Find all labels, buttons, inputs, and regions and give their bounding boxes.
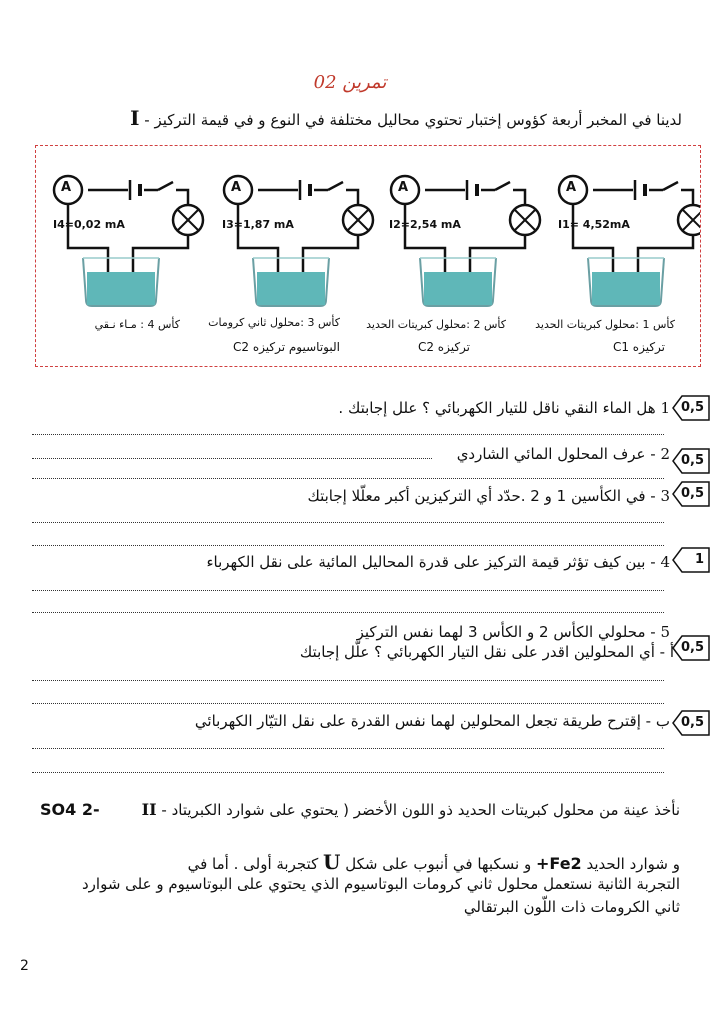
answer-line — [32, 680, 664, 681]
ammeter-label-4: A — [61, 180, 72, 195]
points-badge-q4 — [672, 547, 710, 573]
current-3: I3=1,87 mA — [222, 218, 294, 231]
points-q3: 0,5 — [680, 486, 704, 501]
points-q5: 0,5 — [680, 640, 704, 655]
ammeter-label-1: A — [566, 180, 577, 195]
exercise-title: تمرين 02 — [313, 72, 387, 93]
points-badge-q1 — [672, 395, 710, 421]
points-badge-q2 — [672, 448, 710, 474]
conc-1: تركيزه C1 — [612, 340, 665, 354]
sulfate-ion: SO4 2- — [40, 800, 100, 819]
points-badge-q5 — [672, 635, 710, 661]
answer-line — [32, 478, 664, 479]
answer-line — [32, 748, 664, 749]
q5b-text: - إقترح طريقة تجعل المحلولين لهما نفس القدرة على نقل التيّار الكهربائي — [194, 712, 652, 730]
circuit-4 — [54, 176, 203, 306]
points-badge-q3 — [672, 481, 710, 507]
points-q2: 0,5 — [680, 453, 704, 468]
answer-line — [32, 458, 432, 459]
part2-line2a: و شوارد الحديد — [586, 855, 680, 873]
points-q4: 1 — [694, 552, 704, 567]
u-tube-letter: U — [323, 850, 341, 874]
question-5a: أ - أي المحلولين اقدر على نقل التيار الكهربائي ؟ علّل إجابتك — [299, 643, 674, 661]
circuit-2 — [391, 176, 540, 306]
answer-line — [32, 590, 664, 591]
question-1 — [338, 399, 670, 417]
ammeter-label-3: A — [231, 180, 242, 195]
q3-text: - في الكأسين 1 و 2 .حدّد أي التركيزين أكبر معلّلا إجابتك — [307, 487, 656, 505]
caption-3: كأس 3 :محلول ثاني كرومات — [208, 316, 340, 329]
q5-number: 5 — [660, 623, 670, 641]
part2-line4: ثاني الكرومات ذات اللّون البرتقالي — [463, 898, 680, 916]
points-q1: 0,5 — [680, 400, 704, 415]
part1-intro-text: - لدينا في المخبر أربعة كؤوس إختبار تحتوي محاليل مختلفة في النوع و في قيمة التركيز — [144, 111, 682, 129]
q1-number: 1 — [660, 399, 670, 417]
ammeter-label-2: A — [398, 180, 409, 195]
part2-line2 — [40, 850, 680, 874]
circuit-3 — [224, 176, 373, 306]
part2-line2c: كتجربة أولى . أما في — [187, 855, 319, 873]
page-number: 2 — [20, 958, 29, 974]
answer-line — [32, 703, 664, 704]
current-1: I1= 4,52mA — [558, 218, 630, 231]
current-2: I2=2,54 mA — [389, 218, 461, 231]
q2-text: - عرف المحلول المائي الشاردي — [456, 445, 656, 463]
question-5 — [357, 623, 670, 641]
caption-1: كأس 1 :محلول كبريتات الحديد — [535, 318, 675, 331]
part2-line1 — [142, 800, 680, 819]
q5-text: - محلولي الكأس 2 و الكأس 3 لهما نفس التركيز — [356, 623, 656, 641]
part1-numeral: I — [130, 106, 140, 130]
conc-3: البوتاسيوم تركيزه C2 — [233, 340, 340, 354]
part2-line2b: و نسكبها في أنبوب على شكل — [345, 855, 532, 873]
part2-numeral: II — [141, 800, 157, 819]
q1-text: هل الماء النقي ناقل للتيار الكهربائي ؟ علل إجابتك . — [338, 399, 656, 417]
caption-4: كأس 4 : مـاء نـقي — [94, 318, 180, 331]
conc-2: تركيزه C2 — [417, 340, 470, 354]
answer-line — [32, 434, 664, 435]
answer-line — [32, 522, 664, 523]
points-q5b: 0,5 — [680, 715, 704, 730]
circuit-1 — [559, 176, 700, 306]
answer-line — [32, 772, 664, 773]
part1-intro — [22, 106, 682, 130]
q5b-letter: ب — [655, 712, 670, 730]
q2-number: 2 — [660, 445, 670, 463]
part2-line1-text: - نأخذ عينة من محلول كبريتات الحديد ذو اللون الأخضر ( يحتوي على شوارد الكبريتاد — [161, 801, 680, 819]
points-badge-q5b — [672, 710, 710, 736]
question-4 — [206, 553, 670, 571]
question-2 — [457, 445, 670, 463]
caption-2: كأس 2 :محلول كبريتات الحديد — [366, 318, 506, 331]
q3-number: 3 — [660, 487, 670, 505]
current-4: I4=0,02 mA — [53, 218, 125, 231]
part2-line3: التجربة الثانية نستعمل محلول ثاني كرومات البوتاسيوم الذي يحتوي على البوتاسيوم و على شوارد — [82, 875, 680, 893]
q4-number: 4 — [660, 553, 670, 571]
q4-text: - بين كيف تؤثر قيمة التركيز على قدرة المحاليل المائية على نقل الكهرباء — [206, 553, 656, 571]
iron-ion: Fe2+ — [536, 854, 582, 873]
answer-line — [32, 545, 664, 546]
circuits-drawing — [40, 160, 700, 310]
answer-line — [32, 612, 664, 613]
question-3 — [307, 487, 670, 505]
question-5b — [195, 712, 670, 730]
